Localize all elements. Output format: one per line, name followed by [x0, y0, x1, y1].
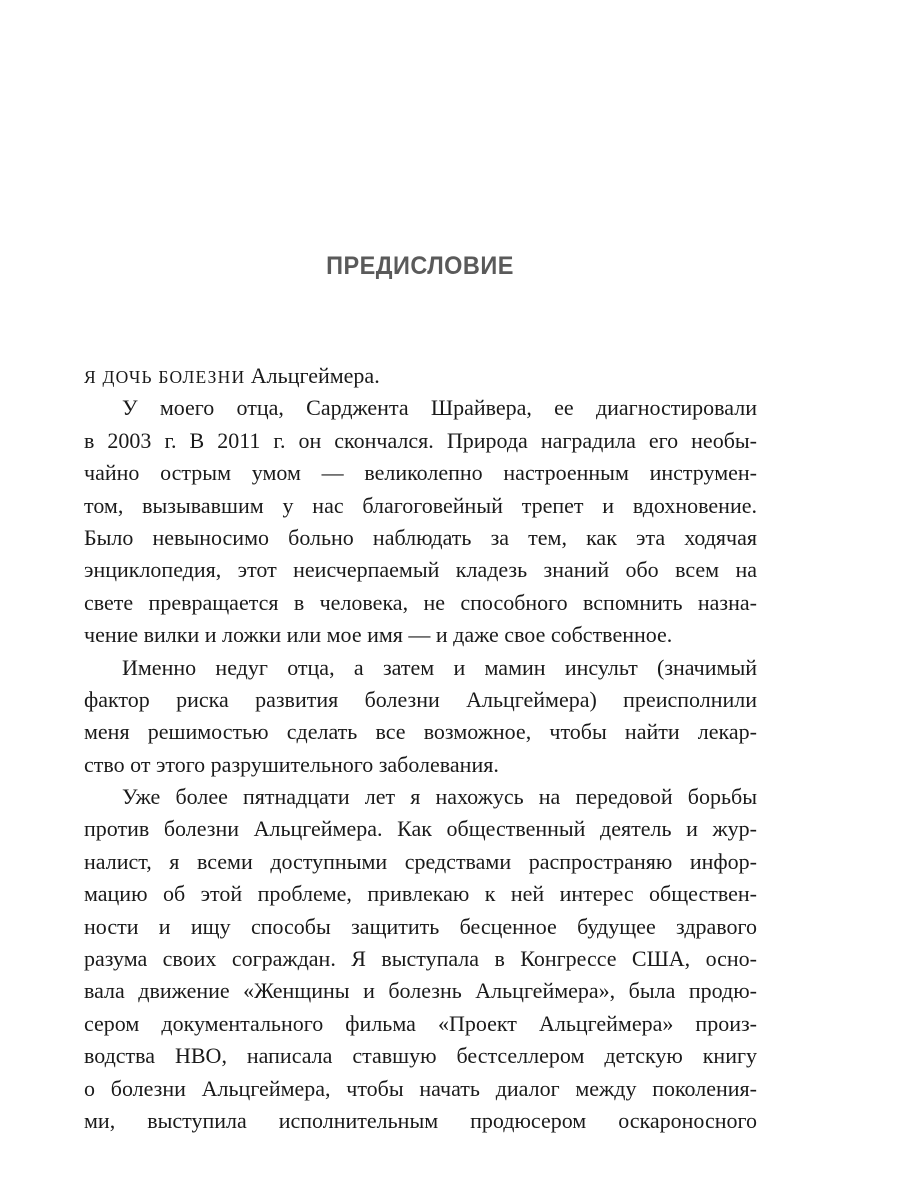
text-line: вала движение «Женщины и болезнь Альцгеймера», была продю-: [84, 978, 757, 1004]
text-line: том, вызывавшим у нас благоговейный трепет и вдохновение.: [84, 492, 757, 518]
text-line: против болезни Альцгеймера. Как общественный деятель и жур-: [84, 816, 757, 842]
text-line: налист, я всеми доступными средствами распространяю инфор-: [84, 848, 757, 874]
text-line: меня решимостью сделать все возможное, чтобы найти лекар-: [84, 719, 757, 745]
text-line: Было невыносимо больно наблюдать за тем, как эта ходячая: [84, 524, 757, 550]
text-line: Уже более пятнадцати лет я нахожусь на передовой борьбы: [122, 784, 757, 810]
text-line: чайно острым умом — великолепно настроенным инструмен-: [84, 460, 757, 486]
text-line: ности и ищу способы защитить бесценное будущее здравого: [84, 913, 757, 939]
text-line: в 2003 г. В 2011 г. он скончался. Природа наградила его необы-: [84, 427, 757, 453]
text-line: ство от этого разрушительного заболевания.: [84, 751, 499, 777]
opening-line: [84, 360, 757, 392]
chapter-title: ПРЕДИСЛОВИЕ: [326, 252, 514, 280]
text-line: водства HBO, написала ставшую бестселлером детскую книгу: [84, 1043, 757, 1069]
text-line: чение вилки и ложки или мое имя — и даже свое собственное.: [84, 622, 673, 648]
opening-rest: Альцгеймера.: [245, 363, 380, 388]
text-line: ми, выступила исполнительным продюсером оскароносного: [84, 1107, 757, 1133]
text-line: У моего отца, Сарджента Шрайвера, ее диагностировали: [122, 395, 757, 421]
text-line: о болезни Альцгеймера, чтобы начать диалог между поколения-: [84, 1075, 757, 1101]
body-text: [84, 360, 757, 1137]
text-line: разума своих сограждан. Я выступала в Конгрессе США, осно-: [84, 946, 757, 972]
text-line: энциклопедия, этот неисчерпаемый кладезь знаний обо всем на: [84, 557, 757, 583]
opening-lead-in: Я ДОЧЬ БОЛЕЗНИ: [84, 367, 246, 387]
text-line: Именно недуг отца, а затем и мамин инсульт (значимый: [122, 654, 757, 680]
text-line: сером документального фильма «Проект Альцгеймера» произ-: [84, 1010, 757, 1036]
text-line: фактор риска развития болезни Альцгеймера) преисполнили: [84, 686, 757, 712]
text-line: свете превращается в человека, не способного вспомнить назна-: [84, 589, 757, 615]
text-line: мацию об этой проблеме, привлекаю к ней интерес обществен-: [84, 881, 757, 907]
